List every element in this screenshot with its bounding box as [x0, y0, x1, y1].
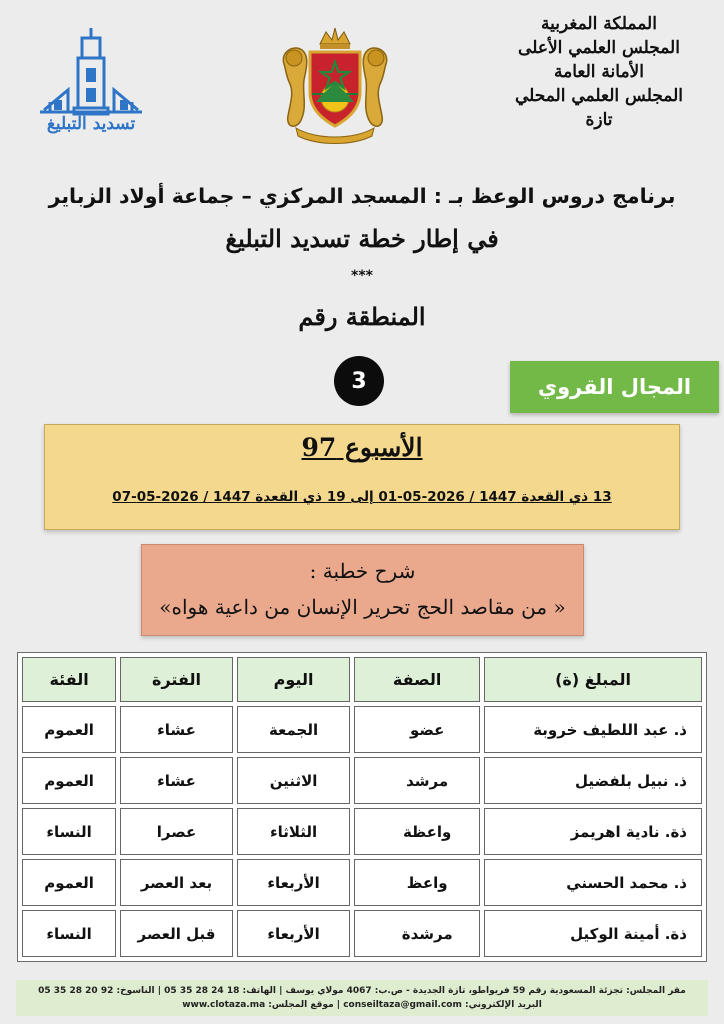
cell-preacher: ذ. محمد الحسني [484, 859, 702, 906]
table-row [22, 706, 702, 753]
zone-label: المنطقة رقم [298, 302, 426, 331]
footer [16, 980, 708, 1016]
cell-preacher: ذ. عبد اللطيف خروبة [484, 706, 702, 753]
cell-title: مرشدة [354, 910, 480, 957]
table-header-row [22, 657, 702, 702]
cell-period: قبل العصر [120, 910, 233, 957]
organization-block [504, 12, 694, 132]
cell-title: واعظة [354, 808, 480, 855]
sermon-box [141, 544, 584, 636]
cell-preacher: ذة. نادية اهريمز [484, 808, 702, 855]
table-row [22, 757, 702, 804]
footer-address-line: مقر المجلس: تجزئة المسعودية رقم 59 فريواطو، تازة الجديدة - ص.ب: 4067 مولاي يوسف | الهاتف: 18 24 28 35 05 | الناسوخ: 92 20 28 35 05 [38, 986, 686, 996]
week-dates: 13 ذي القعدة 1447 / 2026-05-01 إلى 19 ذي القعدة 1447 / 2026-05-07 [112, 489, 612, 505]
cell-title: مرشد [354, 757, 480, 804]
sermon-title: « من مقاصد الحج تحرير الإنسان من داعية هواه» [159, 595, 566, 619]
cell-day: الأربعاء [237, 910, 350, 957]
schedule-table [17, 652, 707, 962]
sermon-label: شرح خطبة : [309, 559, 416, 583]
program-title: برنامج دروس الوعظ بـ : المسجد المركزي – جماعة أولاد الزباير [48, 184, 676, 208]
org-line-city: تازة [585, 110, 613, 130]
cell-period: عشاء [120, 706, 233, 753]
table-row [22, 859, 702, 906]
cell-period: عشاء [120, 757, 233, 804]
cell-preacher: ذة. أمينة الوكيل [484, 910, 702, 957]
table-row [22, 808, 702, 855]
zone-number-badge: 3 [334, 356, 384, 406]
coat-of-arms-icon [276, 22, 394, 144]
cell-title: واعظ [354, 859, 480, 906]
separator-stars: *** [351, 268, 373, 284]
program-subtitle: في إطار خطة تسديد التبليغ [225, 224, 499, 253]
cell-title: عضو [354, 706, 480, 753]
cell-preacher: ذ. نبيل بلفضيل [484, 757, 702, 804]
week-title: الأسبوع 97 [301, 433, 423, 462]
header-preacher: المبلغ (ة) [484, 657, 702, 702]
cell-audience: العموم [22, 706, 116, 753]
domain-badge: المجال القروي [510, 361, 719, 413]
cell-day: الاثنين [237, 757, 350, 804]
org-line-kingdom: المملكة المغربية [541, 14, 657, 34]
org-line-local-council: المجلس العلمي المحلي [514, 86, 684, 106]
cell-day: الثلاثاء [237, 808, 350, 855]
cell-audience: النساء [22, 808, 116, 855]
footer-contact-line: البريد الإلكتروني: conseiltaza@gmail.com | موقع المجلس: www.clotaza.ma [182, 1000, 542, 1010]
cell-period: عصرا [120, 808, 233, 855]
header-day: اليوم [237, 657, 350, 702]
header-title: الصفة [354, 657, 480, 702]
table-row [22, 910, 702, 957]
logo-caption: تسديد التبليغ [46, 114, 136, 134]
org-line-secretariat: الأمانة العامة [554, 62, 644, 82]
cell-audience: العموم [22, 859, 116, 906]
cell-period: بعد العصر [120, 859, 233, 906]
header-audience: الفئة [22, 657, 116, 702]
week-box [44, 424, 680, 530]
header-period: الفترة [120, 657, 233, 702]
cell-day: الجمعة [237, 706, 350, 753]
cell-day: الأربعاء [237, 859, 350, 906]
cell-audience: النساء [22, 910, 116, 957]
org-line-supreme-council: المجلس العلمي الأعلى [518, 38, 680, 58]
cell-audience: العموم [22, 757, 116, 804]
